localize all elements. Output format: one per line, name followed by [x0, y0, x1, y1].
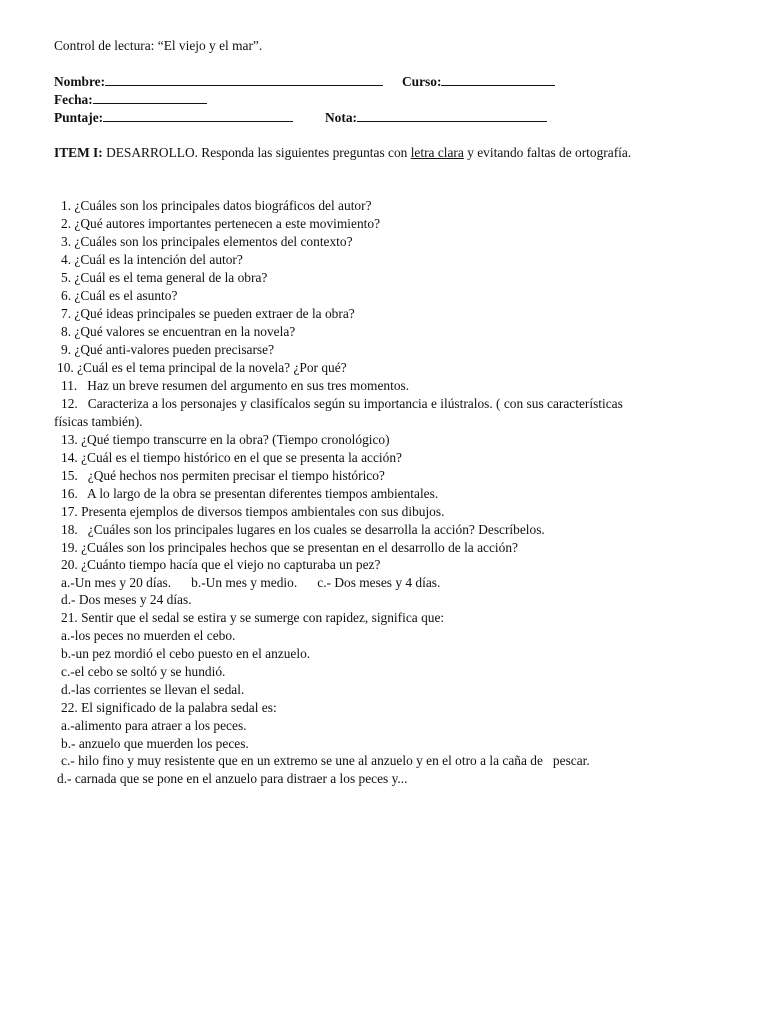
fecha-label: Fecha: [54, 92, 93, 107]
puntaje-label: Puntaje: [54, 110, 104, 125]
question-line: c.-el cebo se soltó y se hundió. [61, 664, 226, 679]
nombre-label: Nombre: [54, 74, 106, 89]
question-line: 19. ¿Cuáles son los principales hechos que se presentan en el desarrollo de la acción? [61, 540, 518, 555]
question-line: 13. ¿Qué tiempo transcurre en la obra? (Tiempo cronológico) [61, 432, 390, 447]
question-line: 17. Presenta ejemplos de diversos tiempos ambientales con sus dibujos. [61, 504, 445, 519]
field-fecha [54, 91, 207, 108]
curso-blank[interactable] [441, 73, 555, 86]
question-line: 4. ¿Cuál es la intención del autor? [61, 252, 243, 267]
item-text-a: DESARROLLO. Responda las siguientes preguntas con [102, 145, 411, 160]
question-line: d.-las corrientes se llevan el sedal. [61, 682, 245, 697]
question-line: 7. ¿Qué ideas principales se pueden extraer de la obra? [61, 306, 355, 321]
question-line: c.- hilo fino y muy resistente que en un extremo se une al anzuelo y en el otro a la caña de pescar. [61, 753, 590, 768]
question-line: a.-los peces no muerden el cebo. [61, 628, 236, 643]
question-line: 14. ¿Cuál es el tiempo histórico en el que se presenta la acción? [61, 450, 402, 465]
document-title: Control de lectura: “El viejo y el mar”. [54, 38, 263, 53]
question-line: 1. ¿Cuáles son los principales datos biográficos del autor? [61, 198, 372, 213]
puntaje-blank[interactable] [103, 109, 293, 122]
question-line: 18. ¿Cuáles son los principales lugares en los cuales se desarrolla la acción? Descríbelos. [61, 522, 545, 537]
item-instructions [54, 145, 631, 161]
question-line: a.-alimento para atraer a los peces. [61, 718, 247, 733]
question-line: d.- carnada que se pone en el anzuelo para distraer a los peces y... [57, 771, 408, 786]
question-line: 9. ¿Qué anti-valores pueden precisarse? [61, 342, 275, 357]
question-line: 16. A lo largo de la obra se presentan diferentes tiempos ambientales. [61, 486, 439, 501]
question-line: físicas también). [54, 414, 143, 429]
field-nombre [54, 73, 383, 90]
question-line: 10. ¿Cuál es el tema principal de la novela? ¿Por qué? [57, 360, 347, 375]
question-line: 22. El significado de la palabra sedal es: [61, 700, 277, 715]
question-line: b.-un pez mordió el cebo puesto en el anzuelo. [61, 646, 311, 661]
nota-label: Nota: [325, 110, 357, 125]
item-text-b: y evitando faltas de ortografía. [463, 145, 632, 160]
curso-label: Curso: [402, 74, 442, 89]
item-label: ITEM I: [54, 145, 103, 160]
question-line: 6. ¿Cuál es el asunto? [61, 288, 178, 303]
field-nota [325, 109, 547, 126]
field-curso [402, 73, 555, 90]
question-line: 11. Haz un breve resumen del argumento en sus tres momentos. [61, 378, 410, 393]
question-line: a.-Un mes y 20 días. b.-Un mes y medio. c.- Dos meses y 4 días. [61, 575, 441, 590]
nota-blank[interactable] [357, 109, 547, 122]
question-line: 2. ¿Qué autores importantes pertenecen a este movimiento? [61, 216, 381, 231]
question-line: 3. ¿Cuáles son los principales elementos del contexto? [61, 234, 353, 249]
question-line: 20. ¿Cuánto tiempo hacía que el viejo no capturaba un pez? [61, 557, 381, 572]
question-line: 15. ¿Qué hechos nos permiten precisar el tiempo histórico? [61, 468, 385, 483]
item-text-underlined: letra clara [410, 145, 464, 160]
question-line: 21. Sentir que el sedal se estira y se sumerge con rapidez, significa que: [61, 610, 445, 625]
question-line: 8. ¿Qué valores se encuentran en la novela? [61, 324, 296, 339]
question-line: 12. Caracteriza a los personajes y clasifícalos según su importancia e ilústralos. ( con sus características [61, 396, 623, 411]
question-line: b.- anzuelo que muerden los peces. [61, 736, 249, 751]
field-puntaje [54, 109, 293, 126]
question-line: d.- Dos meses y 24 días. [61, 592, 192, 607]
question-line: 5. ¿Cuál es el tema general de la obra? [61, 270, 268, 285]
fecha-blank[interactable] [93, 91, 207, 104]
nombre-blank[interactable] [105, 73, 383, 86]
